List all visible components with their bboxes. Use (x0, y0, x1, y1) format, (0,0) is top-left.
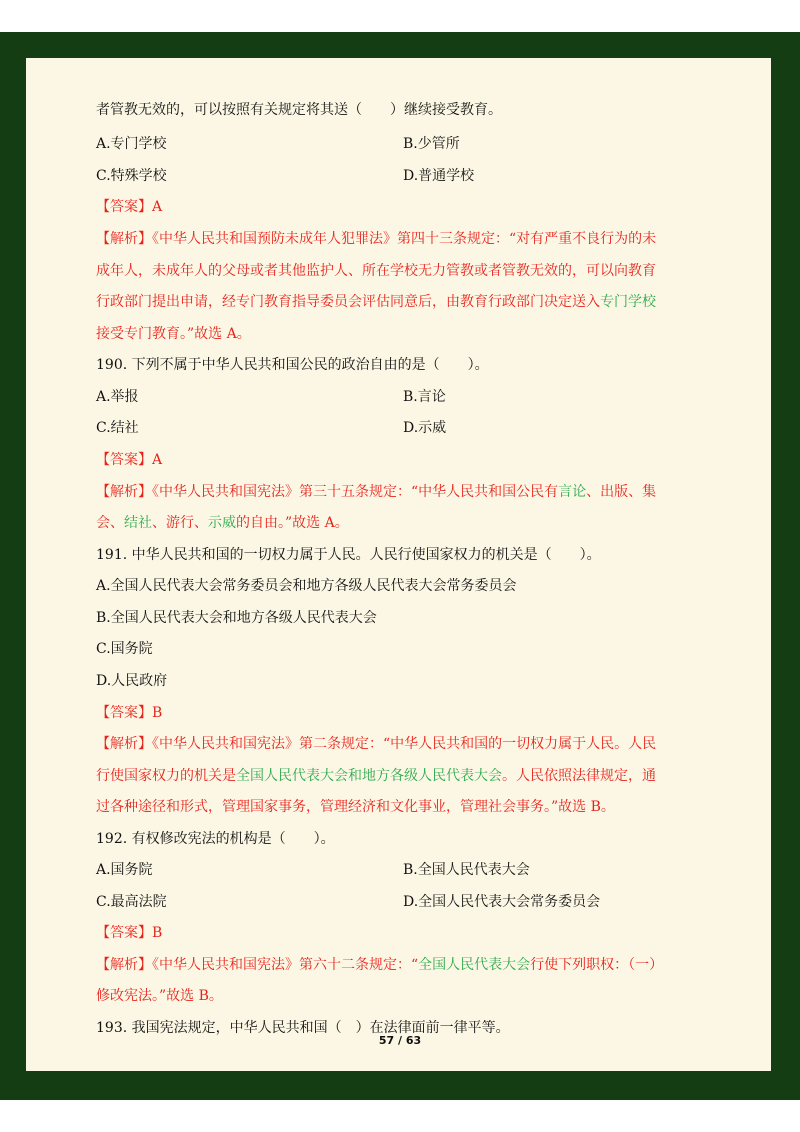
q190-exp-highlight-1: 言论 (558, 484, 587, 500)
q190-exp-highlight-3: 示威 (208, 515, 236, 531)
q190-answer: 【答案】A (96, 452, 163, 468)
q189-exp-text: 行政部门提出申请，经专门教育指导委员会评估同意后，由教育行政部门决定送入 (96, 294, 600, 310)
q189-explanation-line2: 成年人，未成年人的父母或者其他监护人、所在学校无力管教或者管教无效的，可以向教育 (96, 263, 656, 279)
q190-option-a: A.举报 (96, 389, 139, 405)
q189-explanation-line4: 接受专门教育。”故选 A。 (96, 326, 251, 342)
q192-exp-text-a: 【解析】《中华人民共和国宪法》第六十二条规定：“ (96, 957, 419, 973)
q190-exp-highlight-2: 结社 (124, 515, 152, 531)
q189-option-d: D.普通学校 (403, 168, 475, 184)
q191-answer: 【答案】B (96, 705, 163, 721)
q190-exp-text-a: 【解析】《中华人民共和国宪法》第三十五条规定：“中华人民共和国公民有 (96, 484, 559, 500)
q192-exp-text-b: 行使下列职权：（一） (530, 957, 664, 973)
q190-exp-text-e: 的自由。”故选 A。 (236, 515, 349, 531)
q191-stem: 191. 中华人民共和国的一切权力属于人民。人民行使国家权力的机关是（ ）。 (96, 547, 601, 563)
q190-option-c: C.结社 (96, 420, 139, 436)
q191-exp-text-b: 。人民依照法律规定，通 (502, 768, 656, 784)
q189-explanation-line1: 【解析】《中华人民共和国预防未成年人犯罪法》第四十三条规定：“对有严重不良行为的未 (96, 231, 657, 247)
q189-exp-highlight: 专门学校 (600, 294, 656, 310)
q190-stem: 190. 下列不属于中华人民共和国公民的政治自由的是（ ）。 (96, 357, 489, 373)
q189-option-b: B.少管所 (403, 136, 460, 152)
q193-stem: 193. 我国宪法规定，中华人民共和国（ ）在法律面前一律平等。 (96, 1020, 510, 1036)
q189-stem-tail: 者管教无效的，可以按照有关规定将其送（ ）继续接受教育。 (96, 102, 502, 118)
q190-explanation-line1 (96, 482, 656, 502)
q191-explanation-line1: 【解析】《中华人民共和国宪法》第二条规定：“中华人民共和国的一切权力属于人民。人民 (96, 736, 657, 752)
q192-exp-highlight: 全国人民代表大会 (418, 957, 531, 973)
q190-exp-text-d: 、游行、 (152, 515, 208, 531)
q191-option-a: A.全国人民代表大会常务委员会和地方各级人民代表大会常务委员会 (96, 578, 517, 594)
q190-option-d: D.示威 (403, 420, 447, 436)
q192-option-d: D.全国人民代表大会常务委员会 (403, 894, 601, 910)
q190-option-b: B.言论 (403, 389, 446, 405)
q190-exp-text-c: 会、 (96, 515, 124, 531)
q192-option-b: B.全国人民代表大会 (403, 862, 530, 878)
q189-options-row2 (96, 166, 696, 186)
q191-explanation-line2 (96, 766, 656, 786)
q192-explanation-line1 (96, 955, 663, 975)
q192-option-c: C.最高法院 (96, 894, 167, 910)
q192-explanation-line2: 修改宪法。”故选 B。 (96, 988, 223, 1004)
q192-option-a: A.国务院 (96, 862, 153, 878)
q191-exp-text-a: 行使国家权力的机关是 (96, 768, 236, 784)
q189-option-a: A.专门学校 (96, 136, 167, 152)
q189-options-row1 (96, 134, 696, 154)
q190-explanation-line2 (96, 513, 349, 533)
q192-options-row2 (96, 892, 696, 912)
q191-option-c: C.国务院 (96, 641, 153, 657)
q190-options-row1 (96, 387, 696, 407)
q189-explanation-line3 (96, 292, 656, 312)
page-number: 57 / 63 (378, 1034, 422, 1047)
q190-options-row2 (96, 418, 696, 438)
q192-stem: 192. 有权修改宪法的机构是（ ）。 (96, 831, 335, 847)
q190-exp-text-b: 、出版、集 (586, 484, 657, 500)
q192-options-row1 (96, 860, 696, 880)
q189-answer: 【答案】A (96, 199, 163, 215)
q191-option-b: B.全国人民代表大会和地方各级人民代表大会 (96, 610, 377, 626)
q191-exp-highlight: 全国人民代表大会和地方各级人民代表大会 (236, 768, 502, 784)
q191-explanation-line3: 过各种途径和形式，管理国家事务，管理经济和文化事业，管理社会事务。”故选 B。 (96, 799, 615, 815)
q191-option-d: D.人民政府 (96, 673, 168, 689)
q189-option-c: C.特殊学校 (96, 168, 167, 184)
q192-answer: 【答案】B (96, 925, 163, 941)
